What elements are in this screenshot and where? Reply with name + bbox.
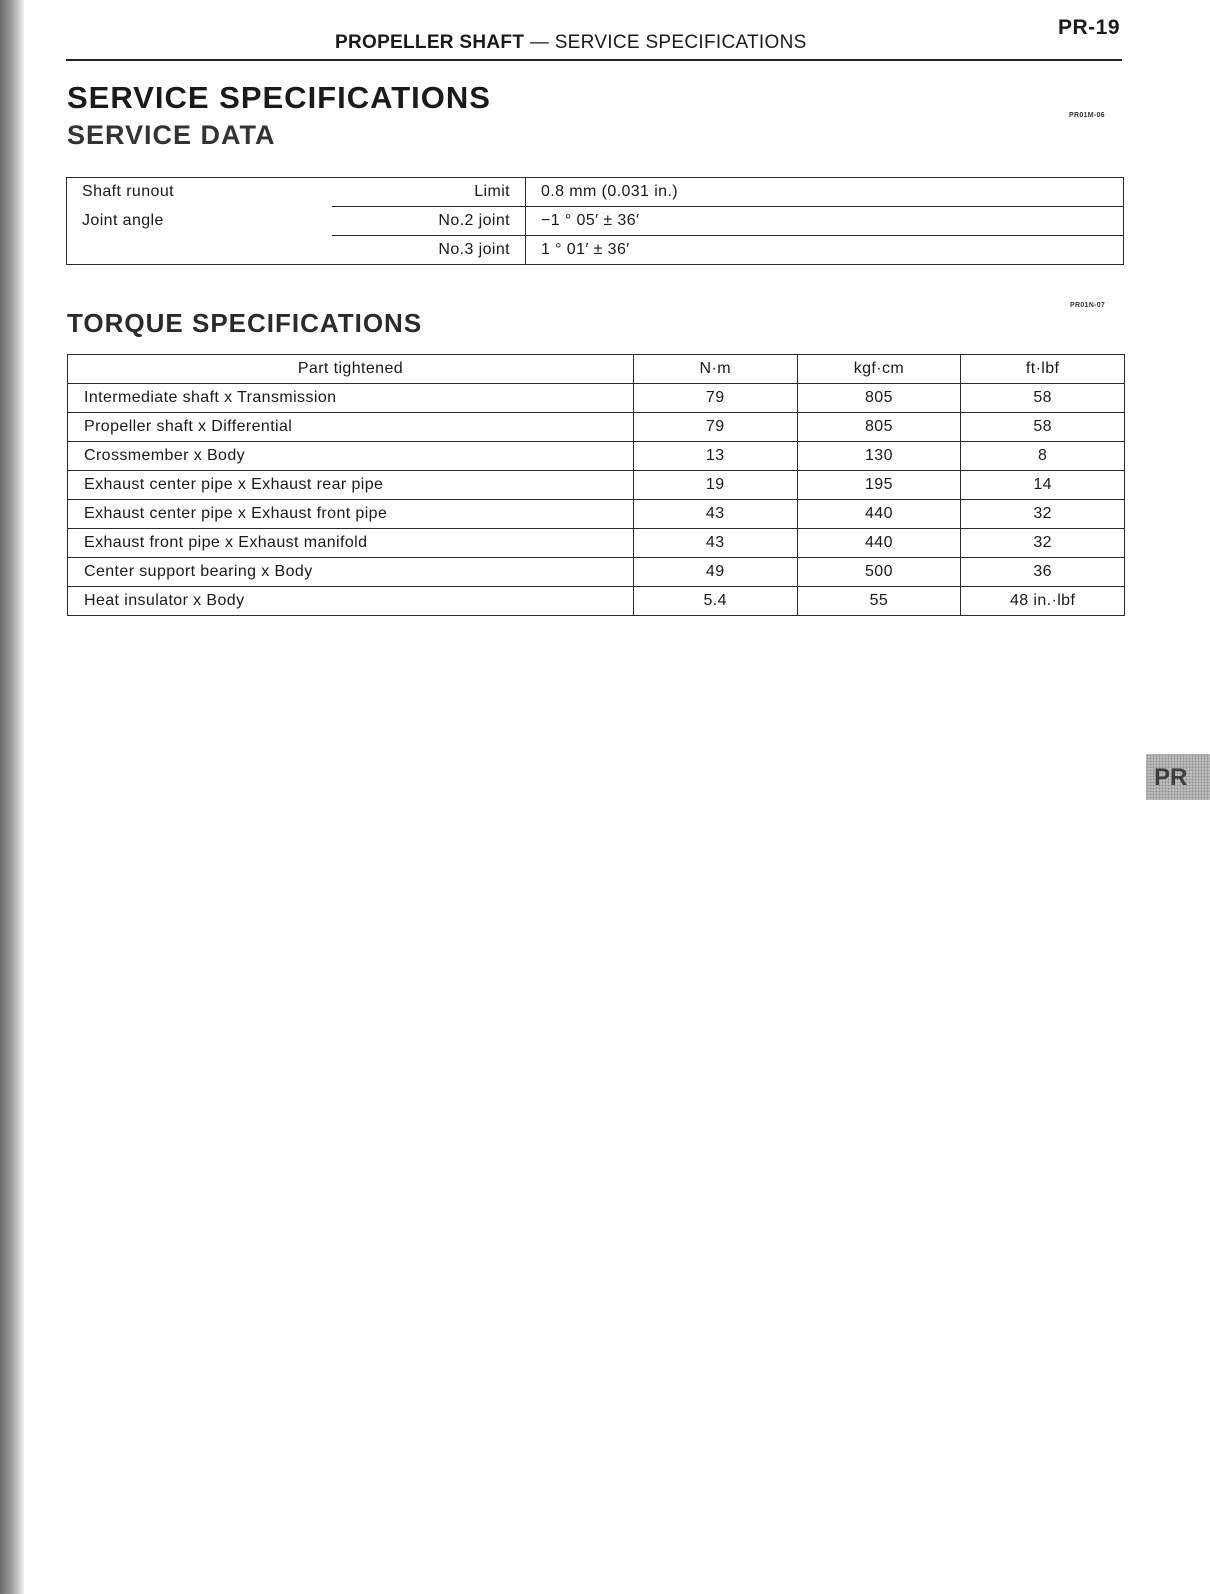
condition-cell: No.2 joint <box>332 207 526 236</box>
running-header <box>335 32 807 54</box>
torque-heading: TORQUE SPECIFICATIONS <box>67 308 423 338</box>
table-header-row <box>68 355 1125 384</box>
table-row <box>68 413 1125 442</box>
torque-value-cell: 19 <box>633 471 797 500</box>
table-row <box>68 442 1125 471</box>
running-header-section: PROPELLER SHAFT <box>335 32 525 53</box>
torque-value-cell: 32 <box>961 500 1125 529</box>
section-tab <box>1146 754 1210 800</box>
torque-value-cell: 805 <box>797 413 961 442</box>
part-cell: Exhaust center pipe x Exhaust front pipe <box>68 500 634 529</box>
part-cell: Center support bearing x Body <box>68 558 634 587</box>
table-row <box>67 236 1124 265</box>
part-cell: Exhaust front pipe x Exhaust manifold <box>68 529 634 558</box>
torque-value-cell: 79 <box>633 384 797 413</box>
header-cell: ft·lbf <box>961 355 1125 384</box>
torque-value-cell: 55 <box>797 587 961 616</box>
table-row <box>68 384 1125 413</box>
page-number: PR-19 <box>1058 16 1121 39</box>
parameter-cell: Joint angle <box>67 207 333 236</box>
torque-value-cell: 440 <box>797 529 961 558</box>
parameter-cell: Shaft runout <box>67 178 333 207</box>
value-cell: 0.8 mm (0.031 in.) <box>526 178 1124 207</box>
torque-value-cell: 48 in.·lbf <box>961 587 1125 616</box>
header-cell: Part tightened <box>68 355 634 384</box>
table-row <box>68 471 1125 500</box>
page-title: SERVICE SPECIFICATIONS <box>67 80 491 115</box>
part-cell: Propeller shaft x Differential <box>68 413 634 442</box>
torque-value-cell: 440 <box>797 500 961 529</box>
torque-value-cell: 58 <box>961 413 1125 442</box>
service-data-table <box>66 177 1124 265</box>
binding-edge <box>0 0 24 1594</box>
part-cell: Intermediate shaft x Transmission <box>68 384 634 413</box>
service-data-code: PR01M-06 <box>1069 112 1105 119</box>
torque-table <box>67 354 1125 616</box>
torque-value-cell: 36 <box>961 558 1125 587</box>
part-cell: Exhaust center pipe x Exhaust rear pipe <box>68 471 634 500</box>
torque-value-cell: 195 <box>797 471 961 500</box>
value-cell: 1 ° 01′ ± 36′ <box>526 236 1124 265</box>
torque-value-cell: 500 <box>797 558 961 587</box>
section-tab-label: PR <box>1154 764 1188 791</box>
torque-value-cell: 32 <box>961 529 1125 558</box>
torque-value-cell: 43 <box>633 500 797 529</box>
table-row <box>68 529 1125 558</box>
torque-code: PR01N-07 <box>1070 302 1106 309</box>
torque-value-cell: 13 <box>633 442 797 471</box>
running-header-subsection: — SERVICE SPECIFICATIONS <box>524 32 807 53</box>
table-row <box>67 178 1124 207</box>
service-data-heading: SERVICE DATA <box>67 120 276 150</box>
table-row <box>68 558 1125 587</box>
torque-value-cell: 14 <box>961 471 1125 500</box>
torque-value-cell: 49 <box>633 558 797 587</box>
torque-value-cell: 5.4 <box>633 587 797 616</box>
header-cell: kgf·cm <box>797 355 961 384</box>
table-row <box>68 587 1125 616</box>
torque-value-cell: 805 <box>797 384 961 413</box>
torque-value-cell: 130 <box>797 442 961 471</box>
torque-value-cell: 43 <box>633 529 797 558</box>
header-rule <box>66 59 1122 61</box>
part-cell: Crossmember x Body <box>68 442 634 471</box>
value-cell: −1 ° 05′ ± 36′ <box>526 207 1124 236</box>
condition-cell: No.3 joint <box>332 236 526 265</box>
torque-value-cell: 8 <box>961 442 1125 471</box>
condition-cell: Limit <box>332 178 526 207</box>
header-cell: N·m <box>633 355 797 384</box>
part-cell: Heat insulator x Body <box>68 587 634 616</box>
parameter-cell <box>67 236 333 265</box>
torque-value-cell: 58 <box>961 384 1125 413</box>
table-row <box>68 500 1125 529</box>
table-row <box>67 207 1124 236</box>
torque-value-cell: 79 <box>633 413 797 442</box>
